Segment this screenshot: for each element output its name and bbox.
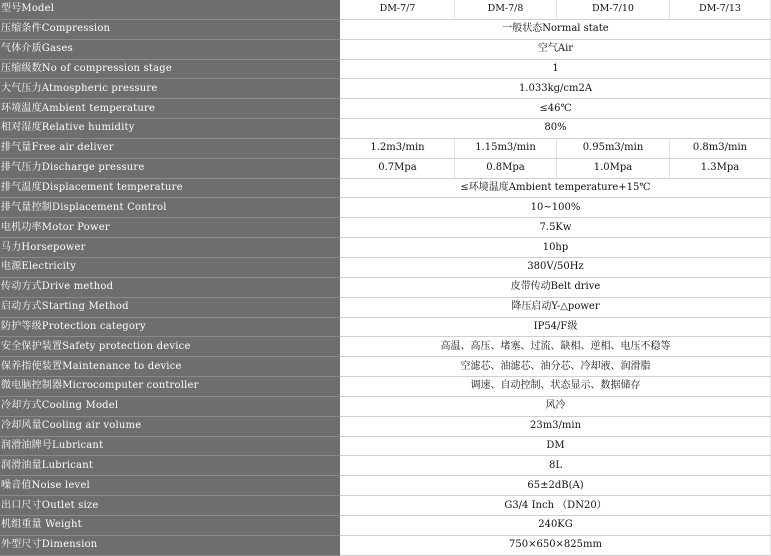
row-label: 相对湿度Relative humidity (0, 119, 341, 139)
table-row (0, 238, 771, 258)
table-row (0, 337, 771, 357)
row-label: 大气压力Atmospheric pressure (0, 79, 341, 99)
table-row (0, 179, 771, 199)
table-row (0, 20, 771, 40)
table-row (0, 417, 771, 437)
table-row (0, 159, 771, 179)
row-label: 气体介质Gases (0, 40, 341, 60)
row-value: 一般状态Normal state (341, 20, 771, 40)
row-value: 8L (341, 456, 771, 476)
row-value: 空滤芯、油滤芯、油分芯、冷却液、润滑脂 (341, 357, 771, 377)
row-label: 防护等级Protection category (0, 318, 341, 338)
table-row (0, 516, 771, 536)
row-value: 380V/50Hz (341, 258, 771, 278)
row-label: 马力Horsepower (0, 238, 341, 258)
table-row (0, 397, 771, 417)
row-label: 噪音值Noise level (0, 476, 341, 496)
table-row (0, 437, 771, 457)
table-row (0, 198, 771, 218)
model-cell: DM-7/8 (455, 0, 557, 20)
table-row (0, 476, 771, 496)
row-label: 排气温度Displacement temperature (0, 179, 341, 199)
row-label: 排气压力Discharge pressure (0, 159, 341, 179)
row-label: 润滑油量Lubricant (0, 456, 341, 476)
row-value: 10~100% (341, 198, 771, 218)
row-value: 10hp (341, 238, 771, 258)
row-label: 润滑油牌号Lubricant (0, 437, 341, 457)
row-value: 0.7Mpa (341, 159, 455, 179)
row-label: 电源Electricity (0, 258, 341, 278)
row-value: 高温、高压、堵塞、过流、缺相、逆相、电压不稳等 (341, 337, 771, 357)
table-header-row (0, 0, 771, 20)
row-label: 安全保护装置Safety protection device (0, 337, 341, 357)
row-label: 压缩条件Compression (0, 20, 341, 40)
row-label: 微电脑控制器Microcomputer controller (0, 377, 341, 397)
row-label: 排气量Free air deliver (0, 139, 341, 159)
row-value: 750×650×825mm (341, 536, 771, 556)
table-row (0, 278, 771, 298)
table-row (0, 318, 771, 338)
row-value: IP54/F级 (341, 318, 771, 338)
row-value: 空气Air (341, 40, 771, 60)
row-value: 1.033kg/cm2A (341, 79, 771, 99)
table-row (0, 40, 771, 60)
row-value: 1.15m3/min (455, 139, 557, 159)
row-value: 80% (341, 119, 771, 139)
row-label: 电机功率Motor Power (0, 218, 341, 238)
row-label: 冷却方式Cooling Model (0, 397, 341, 417)
row-value: 0.95m3/min (557, 139, 670, 159)
table-row (0, 496, 771, 516)
row-label: 压缩级数No of compression stage (0, 60, 341, 80)
table-row (0, 536, 771, 556)
row-value: 1.2m3/min (341, 139, 455, 159)
row-value: 降压启动Y-△power (341, 298, 771, 318)
row-value: 风冷 (341, 397, 771, 417)
table-row (0, 298, 771, 318)
table-row (0, 218, 771, 238)
row-value: 23m3/min (341, 417, 771, 437)
row-value: 65±2dB(A) (341, 476, 771, 496)
row-label: 机组重量 Weight (0, 516, 341, 536)
row-label: 传动方式Drive method (0, 278, 341, 298)
table-row (0, 377, 771, 397)
row-label: 环境温度Ambient temperature (0, 99, 341, 119)
table-row (0, 258, 771, 278)
row-value: 0.8m3/min (670, 139, 771, 159)
row-value: ≤46℃ (341, 99, 771, 119)
model-cell: DM-7/7 (341, 0, 455, 20)
table-row (0, 139, 771, 159)
model-cell: DM-7/10 (557, 0, 670, 20)
table-row (0, 456, 771, 476)
row-value: 调速、自动控制、状态显示、数据储存 (341, 377, 771, 397)
table-row (0, 60, 771, 80)
table-row (0, 119, 771, 139)
row-label: 启动方式Starting Method (0, 298, 341, 318)
row-value: 7.5Kw (341, 218, 771, 238)
row-label: 排气量控制Displacement Control (0, 198, 341, 218)
table-row (0, 99, 771, 119)
row-label: 出口尺寸Outlet size (0, 496, 341, 516)
table-row (0, 357, 771, 377)
row-label: 冷却风量Cooling air volume (0, 417, 341, 437)
row-value: 1.3Mpa (670, 159, 771, 179)
row-label: 外型尺寸Dimension (0, 536, 341, 556)
row-label: 保养指使装置Maintenance to device (0, 357, 341, 377)
row-value: DM (341, 437, 771, 457)
row-value: ≤环境温度Ambient temperature+15℃ (341, 179, 771, 199)
row-value: 240KG (341, 516, 771, 536)
table-row (0, 79, 771, 99)
row-value: 1.0Mpa (557, 159, 670, 179)
row-label: 型号Model (0, 0, 341, 20)
model-cell: DM-7/13 (670, 0, 771, 20)
row-value: 1 (341, 60, 771, 80)
row-value: G3/4 Inch （DN20） (341, 496, 771, 516)
row-value: 0.8Mpa (455, 159, 557, 179)
row-value: 皮带传动Belt drive (341, 278, 771, 298)
